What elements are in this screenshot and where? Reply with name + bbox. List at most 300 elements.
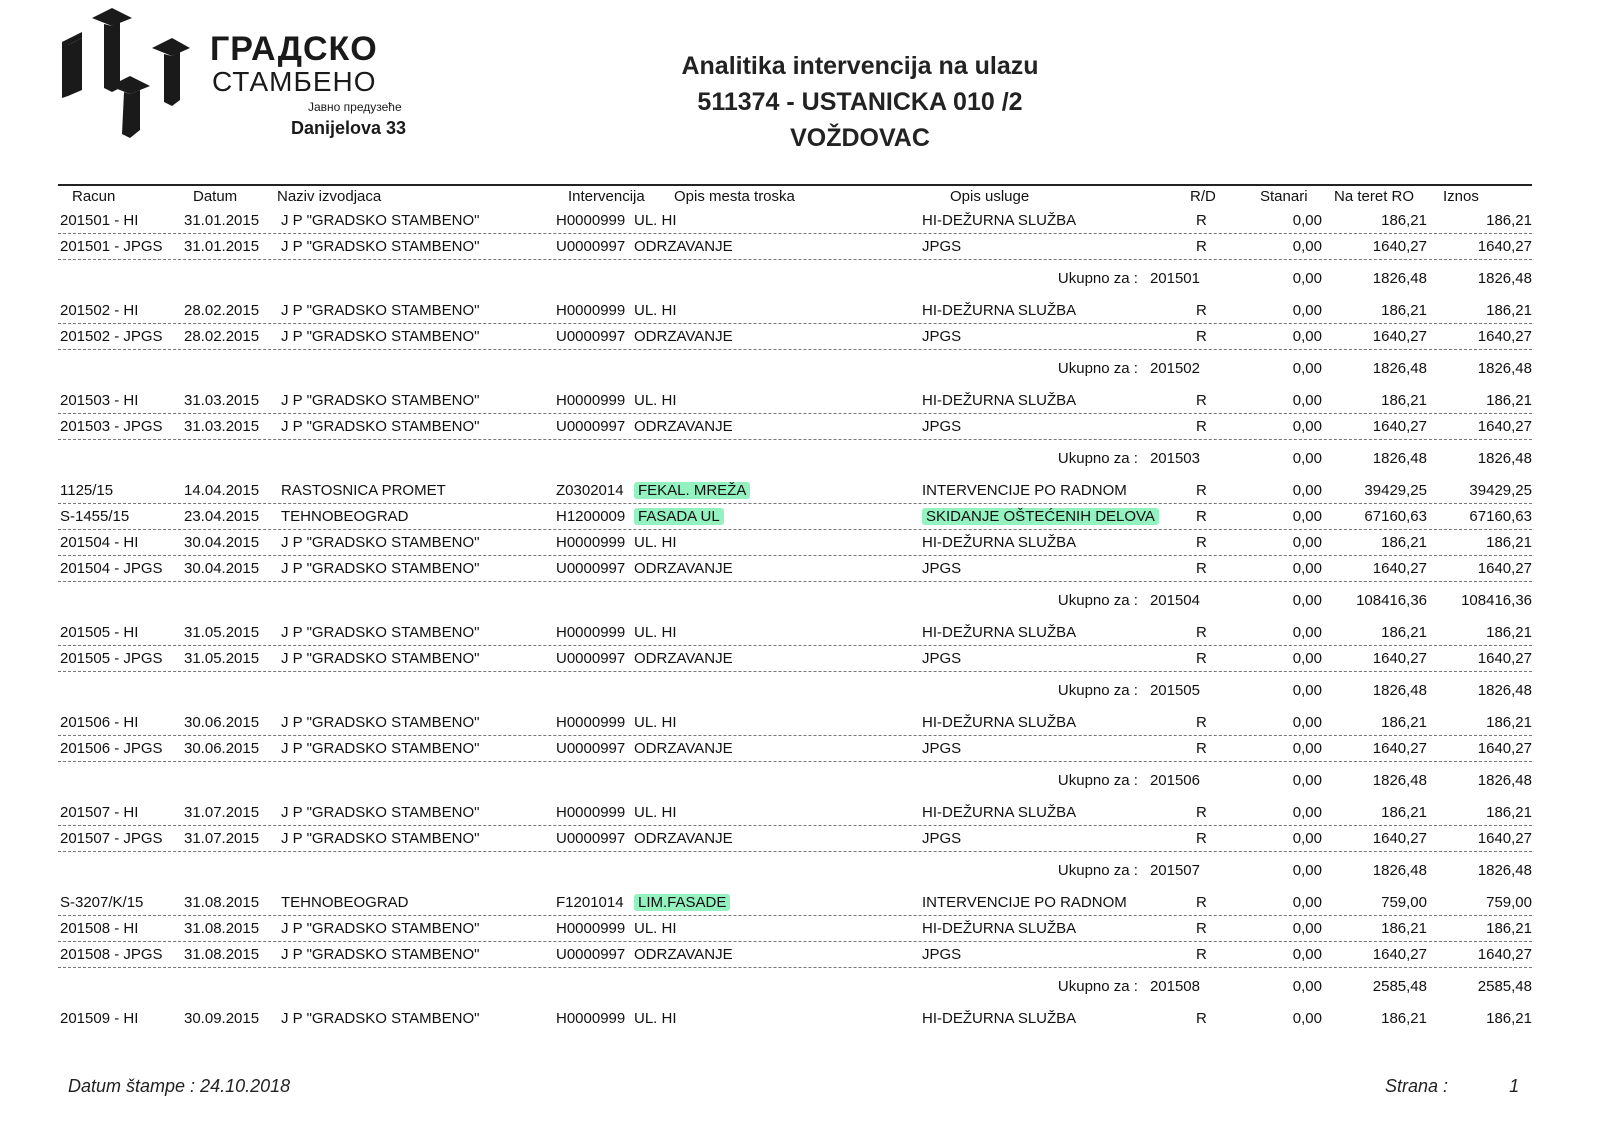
cell-naziv: J P "GRADSKO STAMBENO" [281, 804, 480, 821]
cell-teret: 186,21 [1381, 534, 1427, 551]
cell-opis-usluge: HI-DEŽURNA SLUŽBA [922, 212, 1077, 229]
cell-naziv: RASTOSNICA PROMET [281, 482, 446, 499]
subtotal-label [1058, 360, 1200, 377]
cell-racun: 201501 - HI [60, 212, 139, 229]
col-teret: Na teret RO [1334, 188, 1415, 205]
subtotal-text: Ukupno za : [1057, 682, 1138, 699]
cell-naziv: TEHNOBEOGRAD [281, 508, 409, 525]
subtotal-iznos: 1826,48 [1477, 360, 1532, 377]
cell-iznos: 186,21 [1486, 920, 1532, 937]
cell-opis-mesta: UL. HI [634, 714, 677, 731]
cell-rd: R [1196, 302, 1207, 319]
org-address: Danijelova 33 [291, 118, 407, 138]
cell-naziv: J P "GRADSKO STAMBENO" [281, 740, 480, 757]
cell-rd: R [1196, 560, 1207, 577]
cell-rd: R [1196, 804, 1207, 821]
subtotal-teret: 108416,36 [1356, 592, 1427, 609]
table-row [58, 530, 1532, 556]
cell-intervencija: U0000997 [556, 328, 626, 345]
cell-opis-usluge: HI-DEŽURNA SLUŽBA [922, 534, 1077, 551]
cell-iznos: 186,21 [1486, 534, 1532, 551]
cell-iznos: 186,21 [1486, 714, 1532, 731]
subtotal-label [1058, 978, 1200, 995]
cell-stanari: 0,00 [1292, 560, 1322, 577]
cell-datum: 31.05.2015 [184, 624, 260, 641]
cell-iznos: 1640,27 [1477, 946, 1532, 963]
cell-iznos: 1640,27 [1477, 328, 1532, 345]
cell-iznos: 186,21 [1486, 212, 1532, 229]
cell-opis-usluge: HI-DEŽURNA SLUŽBA [922, 1010, 1077, 1027]
subtotal-iznos: 1826,48 [1477, 862, 1532, 879]
cell-rd: R [1196, 740, 1207, 757]
cell-naziv: J P "GRADSKO STAMBENO" [281, 624, 480, 641]
subtotal-iznos: 1826,48 [1477, 450, 1532, 467]
cell-opis-mesta: UL. HI [634, 804, 677, 821]
subtotal-stanari: 0,00 [1292, 682, 1322, 699]
org-type: Јавно предузеће [308, 100, 402, 114]
cell-teret: 1640,27 [1372, 418, 1427, 435]
cell-rd: R [1196, 920, 1207, 937]
page-label: Strana : [1385, 1076, 1449, 1096]
cell-intervencija: H1200009 [556, 508, 626, 525]
cell-stanari: 0,00 [1292, 482, 1322, 499]
cell-racun: 201502 - HI [60, 302, 139, 319]
cell-rd: R [1196, 946, 1207, 963]
subtotal-teret: 1826,48 [1372, 862, 1427, 879]
subtotal-text: Ukupno za : [1057, 772, 1138, 789]
cell-teret: 759,00 [1381, 894, 1427, 911]
cell-intervencija: H0000999 [556, 534, 626, 551]
cell-racun: 1125/15 [60, 482, 114, 499]
cell-naziv: J P "GRADSKO STAMBENO" [281, 212, 480, 229]
cell-iznos: 1640,27 [1477, 650, 1532, 667]
cell-racun: 201507 - HI [60, 804, 139, 821]
cell-naziv: J P "GRADSKO STAMBENO" [281, 418, 480, 435]
subtotal-row [58, 440, 1532, 474]
cell-teret: 1640,27 [1372, 830, 1427, 847]
table-row [58, 414, 1532, 440]
subtotal-label [1058, 862, 1200, 879]
cell-opis-mesta: UL. HI [634, 920, 677, 937]
cell-teret: 186,21 [1381, 714, 1427, 731]
cell-datum: 31.08.2015 [184, 920, 260, 937]
cell-intervencija: H0000999 [556, 920, 626, 937]
col-naziv: Naziv izvodjaca [277, 188, 382, 205]
cell-opis-mesta: ODRZAVANJE [634, 650, 733, 667]
subtotal-iznos: 1826,48 [1477, 772, 1532, 789]
table-row [58, 942, 1532, 968]
cell-rd: R [1196, 830, 1207, 847]
company-logo [60, 8, 420, 138]
cell-teret: 186,21 [1381, 804, 1427, 821]
cell-teret: 1640,27 [1372, 946, 1427, 963]
cell-teret: 186,21 [1381, 392, 1427, 409]
col-opis-usluge: Opis usluge [950, 188, 1030, 205]
cell-opis-mesta: LIM.FASADE [634, 894, 730, 911]
subtotal-label [1058, 592, 1200, 609]
cell-opis-mesta: ODRZAVANJE [634, 830, 733, 847]
cell-iznos: 1640,27 [1477, 830, 1532, 847]
subtotal-stanari: 0,00 [1292, 270, 1322, 287]
cell-teret: 1640,27 [1372, 328, 1427, 345]
cell-opis-usluge: HI-DEŽURNA SLUŽBA [922, 302, 1077, 319]
table-row [58, 504, 1532, 530]
cell-stanari: 0,00 [1292, 418, 1322, 435]
subtotal-iznos: 108416,36 [1461, 592, 1532, 609]
subtotal-text: Ukupno za : [1057, 978, 1138, 995]
cell-opis-usluge: JPGS [922, 328, 962, 345]
cell-rd: R [1196, 508, 1207, 525]
title-line-3: VOŽDOVAC [790, 124, 930, 152]
cell-opis-mesta: ODRZAVANJE [634, 418, 733, 435]
cell-stanari: 0,00 [1292, 894, 1322, 911]
cell-racun: S-3207/K/15 [60, 894, 144, 911]
subtotal-text: Ukupno za : [1057, 592, 1138, 609]
subtotal-iznos: 1826,48 [1477, 270, 1532, 287]
table-body [58, 208, 1532, 1031]
cell-teret: 186,21 [1381, 920, 1427, 937]
table-header [58, 184, 1532, 208]
cell-datum: 31.05.2015 [184, 650, 260, 667]
cell-datum: 31.01.2015 [184, 238, 260, 255]
subtotal-row [58, 852, 1532, 886]
cell-teret: 1640,27 [1372, 740, 1427, 757]
cell-racun: 201509 - HI [60, 1010, 139, 1027]
cell-racun: 201508 - HI [60, 920, 139, 937]
cell-teret: 1640,27 [1372, 560, 1427, 577]
cell-intervencija: U0000997 [556, 238, 626, 255]
cell-opis-mesta: FASADA UL [634, 508, 724, 525]
title-line-2: 511374 - USTANICKA 010 /2 [697, 88, 1023, 116]
cell-teret: 186,21 [1381, 1010, 1427, 1027]
table-row [58, 324, 1532, 350]
cell-iznos: 186,21 [1486, 1010, 1532, 1027]
cell-datum: 31.07.2015 [184, 804, 260, 821]
cell-datum: 31.07.2015 [184, 830, 260, 847]
cell-iznos: 759,00 [1486, 894, 1532, 911]
title-line-1: Analitika intervencija na ulazu [681, 52, 1039, 80]
cell-teret: 186,21 [1381, 624, 1427, 641]
cell-racun: 201505 - JPGS [60, 650, 163, 667]
table-row [58, 1006, 1532, 1031]
subtotal-stanari: 0,00 [1292, 772, 1322, 789]
cell-iznos: 186,21 [1486, 392, 1532, 409]
subtotal-text: Ukupno za : [1057, 862, 1138, 879]
cell-rd: R [1196, 1010, 1207, 1027]
cell-stanari: 0,00 [1292, 302, 1322, 319]
cell-rd: R [1196, 534, 1207, 551]
col-intervencija: Intervencija [568, 188, 645, 205]
cell-rd: R [1196, 650, 1207, 667]
subtotal-period: 201508 [1149, 978, 1200, 995]
cell-intervencija: U0000997 [556, 650, 626, 667]
cell-opis-usluge: HI-DEŽURNA SLUŽBA [922, 392, 1077, 409]
subtotal-text: Ukupno za : [1057, 450, 1138, 467]
table-row [58, 556, 1532, 582]
cell-naziv: J P "GRADSKO STAMBENO" [281, 392, 480, 409]
cell-teret: 1640,27 [1372, 650, 1427, 667]
cell-iznos: 1640,27 [1477, 560, 1532, 577]
subtotal-text: Ukupno za : [1057, 360, 1138, 377]
cell-opis-usluge: HI-DEŽURNA SLUŽBA [922, 804, 1077, 821]
cell-opis-mesta: ODRZAVANJE [634, 238, 733, 255]
cell-rd: R [1196, 328, 1207, 345]
cell-racun: 201504 - JPGS [60, 560, 163, 577]
cell-naziv: J P "GRADSKO STAMBENO" [281, 560, 480, 577]
cell-opis-mesta: UL. HI [634, 302, 677, 319]
interventions-table [58, 184, 1532, 1031]
subtotal-row [58, 350, 1532, 384]
table-row [58, 826, 1532, 852]
cell-intervencija: Z0302014 [556, 482, 624, 499]
subtotal-period: 201505 [1149, 682, 1200, 699]
cell-racun: 201502 - JPGS [60, 328, 163, 345]
cell-opis-mesta: UL. HI [634, 534, 677, 551]
table-row [58, 208, 1532, 234]
subtotal-label [1058, 270, 1200, 287]
subtotal-stanari: 0,00 [1292, 592, 1322, 609]
cell-opis-usluge: JPGS [922, 830, 962, 847]
subtotal-teret: 1826,48 [1372, 270, 1427, 287]
cell-datum: 28.02.2015 [184, 328, 260, 345]
cell-stanari: 0,00 [1292, 212, 1322, 229]
subtotal-row [58, 672, 1532, 706]
cell-iznos: 186,21 [1486, 302, 1532, 319]
cell-racun: 201503 - HI [60, 392, 139, 409]
cell-naziv: J P "GRADSKO STAMBENO" [281, 534, 480, 551]
subtotal-period: 201503 [1149, 450, 1200, 467]
cell-naziv: J P "GRADSKO STAMBENO" [281, 302, 480, 319]
cell-stanari: 0,00 [1292, 714, 1322, 731]
cell-iznos: 1640,27 [1477, 418, 1532, 435]
subtotal-period: 201502 [1149, 360, 1200, 377]
cell-stanari: 0,00 [1292, 534, 1322, 551]
cell-stanari: 0,00 [1292, 920, 1322, 937]
cell-intervencija: H0000999 [556, 302, 626, 319]
cell-opis-usluge: JPGS [922, 418, 962, 435]
subtotal-label [1058, 450, 1200, 467]
table-row [58, 298, 1532, 324]
cell-iznos: 67160,63 [1469, 508, 1532, 525]
subtotal-stanari: 0,00 [1292, 978, 1322, 995]
document-title [620, 48, 1100, 156]
table-row [58, 710, 1532, 736]
table-row [58, 800, 1532, 826]
cell-opis-mesta: ODRZAVANJE [634, 946, 733, 963]
col-racun: Racun [72, 188, 116, 205]
cell-datum: 31.01.2015 [184, 212, 260, 229]
cell-opis-usluge: JPGS [922, 238, 962, 255]
org-subtitle: СТАМБЕНО [212, 66, 377, 97]
subtotal-iznos: 2585,48 [1477, 978, 1532, 995]
cell-iznos: 186,21 [1486, 624, 1532, 641]
cell-opis-mesta: UL. HI [634, 392, 677, 409]
cell-racun: S-1455/15 [60, 508, 130, 525]
cell-intervencija: U0000997 [556, 418, 626, 435]
subtotal-stanari: 0,00 [1292, 862, 1322, 879]
cell-opis-mesta: ODRZAVANJE [634, 560, 733, 577]
cell-teret: 186,21 [1381, 212, 1427, 229]
cell-racun: 201508 - JPGS [60, 946, 163, 963]
cell-naziv: J P "GRADSKO STAMBENO" [281, 714, 480, 731]
cell-datum: 28.02.2015 [184, 302, 260, 319]
cell-naziv: J P "GRADSKO STAMBENO" [281, 1010, 480, 1027]
cell-opis-mesta: UL. HI [634, 624, 677, 641]
cell-intervencija: H0000999 [556, 1010, 626, 1027]
cell-datum: 31.03.2015 [184, 418, 260, 435]
cell-intervencija: H0000999 [556, 624, 626, 641]
cell-datum: 30.09.2015 [184, 1010, 260, 1027]
cell-racun: 201507 - JPGS [60, 830, 163, 847]
cell-stanari: 0,00 [1292, 804, 1322, 821]
logo-mark-icon [60, 8, 200, 138]
subtotal-stanari: 0,00 [1292, 450, 1322, 467]
print-date-value: 24.10.2018 [200, 1076, 291, 1096]
cell-intervencija: U0000997 [556, 740, 626, 757]
subtotal-teret: 2585,48 [1372, 978, 1427, 995]
cell-stanari: 0,00 [1292, 946, 1322, 963]
cell-stanari: 0,00 [1292, 1010, 1322, 1027]
cell-intervencija: H0000999 [556, 212, 626, 229]
table-row [58, 916, 1532, 942]
subtotal-period: 201504 [1149, 592, 1200, 609]
cell-opis-mesta: UL. HI [634, 1010, 677, 1027]
subtotal-iznos: 1826,48 [1477, 682, 1532, 699]
cell-stanari: 0,00 [1292, 830, 1322, 847]
subtotal-text: Ukupno za : [1057, 270, 1138, 287]
cell-datum: 30.04.2015 [184, 534, 260, 551]
cell-intervencija: U0000997 [556, 946, 626, 963]
subtotal-teret: 1826,48 [1372, 450, 1427, 467]
table-row [58, 620, 1532, 646]
cell-racun: 201505 - HI [60, 624, 139, 641]
cell-racun: 201504 - HI [60, 534, 139, 551]
cell-datum: 14.04.2015 [184, 482, 260, 499]
cell-racun: 201506 - HI [60, 714, 139, 731]
cell-datum: 30.06.2015 [184, 714, 260, 731]
cell-datum: 30.04.2015 [184, 560, 260, 577]
subtotal-label [1058, 682, 1200, 699]
cell-opis-usluge: INTERVENCIJE PO RADNOM [922, 482, 1127, 499]
subtotal-teret: 1826,48 [1372, 682, 1427, 699]
cell-rd: R [1196, 894, 1207, 911]
subtotal-row [58, 260, 1532, 294]
cell-rd: R [1196, 212, 1207, 229]
cell-opis-usluge: HI-DEŽURNA SLUŽBA [922, 920, 1077, 937]
cell-teret: 186,21 [1381, 302, 1427, 319]
subtotal-row [58, 762, 1532, 796]
cell-opis-usluge: SKIDANJE OŠTEĆENIH DELOVA [922, 508, 1159, 525]
cell-iznos: 1640,27 [1477, 238, 1532, 255]
cell-opis-usluge: HI-DEŽURNA SLUŽBA [922, 624, 1077, 641]
table-row [58, 646, 1532, 672]
cell-rd: R [1196, 714, 1207, 731]
cell-racun: 201501 - JPGS [60, 238, 163, 255]
cell-opis-mesta: ODRZAVANJE [634, 328, 733, 345]
subtotal-teret: 1826,48 [1372, 772, 1427, 789]
page-number: 1 [1509, 1076, 1520, 1096]
cell-naziv: J P "GRADSKO STAMBENO" [281, 946, 480, 963]
cell-stanari: 0,00 [1292, 238, 1322, 255]
cell-opis-usluge: JPGS [922, 946, 962, 963]
col-rd: R/D [1190, 188, 1216, 205]
cell-datum: 31.03.2015 [184, 392, 260, 409]
cell-iznos: 1640,27 [1477, 740, 1532, 757]
col-stanari: Stanari [1260, 188, 1308, 205]
table-row [58, 388, 1532, 414]
cell-intervencija: U0000997 [556, 830, 626, 847]
cell-naziv: J P "GRADSKO STAMBENO" [281, 238, 480, 255]
cell-intervencija: H0000999 [556, 392, 626, 409]
cell-datum: 23.04.2015 [184, 508, 260, 525]
cell-datum: 31.08.2015 [184, 894, 260, 911]
table-row [58, 736, 1532, 762]
subtotal-row [58, 582, 1532, 616]
cell-rd: R [1196, 624, 1207, 641]
subtotal-period: 201507 [1149, 862, 1200, 879]
cell-naziv: J P "GRADSKO STAMBENO" [281, 830, 480, 847]
cell-rd: R [1196, 418, 1207, 435]
col-iznos: Iznos [1443, 188, 1479, 205]
cell-opis-usluge: HI-DEŽURNA SLUŽBA [922, 714, 1077, 731]
subtotal-teret: 1826,48 [1372, 360, 1427, 377]
cell-opis-mesta: UL. HI [634, 212, 677, 229]
cell-opis-usluge: INTERVENCIJE PO RADNOM [922, 894, 1127, 911]
table-row [58, 890, 1532, 916]
cell-naziv: J P "GRADSKO STAMBENO" [281, 328, 480, 345]
cell-teret: 39429,25 [1364, 482, 1427, 499]
cell-opis-mesta: FEKAL. MREŽA [634, 482, 750, 499]
cell-racun: 201506 - JPGS [60, 740, 163, 757]
cell-stanari: 0,00 [1292, 392, 1322, 409]
cell-stanari: 0,00 [1292, 328, 1322, 345]
cell-rd: R [1196, 392, 1207, 409]
cell-naziv: J P "GRADSKO STAMBENO" [281, 920, 480, 937]
cell-intervencija: F1201014 [556, 894, 624, 911]
org-name: ГРАДСКО [210, 30, 378, 68]
cell-datum: 31.08.2015 [184, 946, 260, 963]
cell-stanari: 0,00 [1292, 740, 1322, 757]
print-date-label: Datum štampe : [68, 1076, 196, 1096]
cell-datum: 30.06.2015 [184, 740, 260, 757]
print-date [68, 1076, 290, 1097]
subtotal-row [58, 968, 1532, 1002]
page-indicator [1385, 1076, 1519, 1097]
col-datum: Datum [193, 188, 238, 205]
cell-opis-usluge: JPGS [922, 560, 962, 577]
cell-rd: R [1196, 482, 1207, 499]
cell-intervencija: H0000999 [556, 714, 626, 731]
cell-intervencija: U0000997 [556, 560, 626, 577]
cell-naziv: J P "GRADSKO STAMBENO" [281, 650, 480, 667]
subtotal-period: 201501 [1149, 270, 1200, 287]
cell-stanari: 0,00 [1292, 650, 1322, 667]
cell-iznos: 39429,25 [1469, 482, 1532, 499]
cell-naziv: TEHNOBEOGRAD [281, 894, 409, 911]
table-row [58, 234, 1532, 260]
cell-racun: 201503 - JPGS [60, 418, 163, 435]
cell-opis-usluge: JPGS [922, 650, 962, 667]
cell-opis-mesta: ODRZAVANJE [634, 740, 733, 757]
cell-stanari: 0,00 [1292, 508, 1322, 525]
table-row [58, 478, 1532, 504]
cell-iznos: 186,21 [1486, 804, 1532, 821]
cell-teret: 1640,27 [1372, 238, 1427, 255]
subtotal-period: 201506 [1149, 772, 1200, 789]
subtotal-label [1058, 772, 1200, 789]
cell-intervencija: H0000999 [556, 804, 626, 821]
cell-rd: R [1196, 238, 1207, 255]
